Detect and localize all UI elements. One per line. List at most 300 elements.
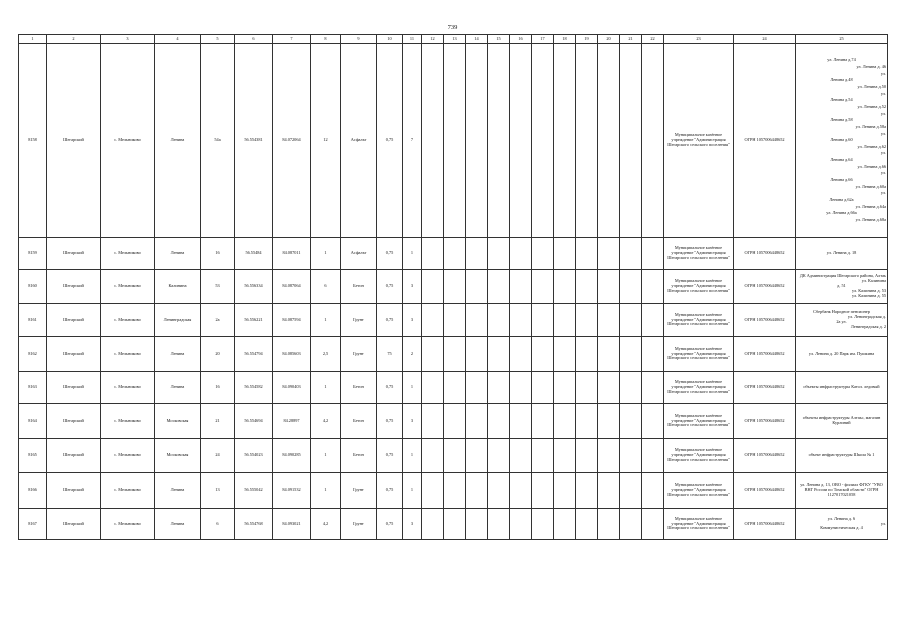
table-cell: 84.093021	[273, 509, 311, 540]
column-header: 11	[403, 35, 422, 44]
table-cell: 56.554582	[235, 372, 273, 404]
table-cell: 84.090403	[273, 372, 311, 404]
table-cell	[422, 372, 444, 404]
table-cell	[466, 509, 488, 540]
address-cell	[796, 509, 888, 540]
table-cell: 53	[201, 270, 235, 304]
table-cell: Шегарский	[47, 372, 101, 404]
table-cell: Шегарский	[47, 404, 101, 439]
table-cell: Бетон	[341, 439, 377, 473]
table-cell: 84.087064	[273, 270, 311, 304]
address-line: Ленинградская д. 2	[850, 323, 886, 329]
table-cell	[554, 238, 576, 270]
address-cell	[796, 372, 888, 404]
table-cell: 0,75	[377, 238, 403, 270]
table-cell	[598, 439, 620, 473]
table-cell: Шегарский	[47, 509, 101, 540]
table-cell: 4,2	[311, 404, 341, 439]
table-cell: Шегарский	[47, 44, 101, 238]
table-cell	[466, 372, 488, 404]
table-cell: 7	[403, 44, 422, 238]
table-cell	[554, 509, 576, 540]
table-cell	[466, 337, 488, 372]
table-cell	[444, 509, 466, 540]
table-cell: Грунт	[341, 473, 377, 509]
address-line: объекты инфраструктуры Катол. ледовый	[803, 384, 880, 390]
column-header: 14	[466, 35, 488, 44]
address-line: ул.	[880, 150, 886, 156]
table-cell: с. Мельниково	[101, 439, 155, 473]
table-cell: 0,75	[377, 372, 403, 404]
table-cell: с. Мельниково	[101, 473, 155, 509]
address-cell	[796, 439, 888, 473]
table-cell	[488, 473, 510, 509]
table-cell	[642, 337, 664, 372]
table-cell: 1	[311, 304, 341, 337]
table-cell: 20	[201, 337, 235, 372]
table-row	[19, 337, 888, 372]
table-cell	[510, 337, 532, 372]
column-header: 9	[341, 35, 377, 44]
table-cell: 4,2	[311, 509, 341, 540]
table-cell: ОГРН 1057006448652	[734, 44, 796, 238]
table-cell	[488, 304, 510, 337]
table-cell	[532, 372, 554, 404]
table-cell: 8166	[19, 473, 47, 509]
table-cell: 8162	[19, 337, 47, 372]
table-row	[19, 439, 888, 473]
table-cell: с. Мельниково	[101, 509, 155, 540]
table-cell	[510, 509, 532, 540]
table-cell: 6	[311, 270, 341, 304]
table-cell	[422, 304, 444, 337]
table-cell	[598, 473, 620, 509]
table-cell: 16	[201, 372, 235, 404]
table-cell: Шегарский	[47, 270, 101, 304]
table-cell	[532, 270, 554, 304]
table-cell: Муниципальное казённое учреждение "Администрация Шегарского сельского поселения"	[664, 337, 734, 372]
table-cell	[532, 304, 554, 337]
table-cell: 0,75	[377, 404, 403, 439]
address-line: ул. Ленина д. 13, ОВО - филиал ФГКУ "УВО ВНГ России по Томской области" ОГРН 1127017021058	[800, 482, 883, 497]
address-line: ул. Калинина д. 53	[852, 287, 886, 293]
address-line: Сбербанк Народное пенсионер	[813, 309, 870, 315]
table-cell	[598, 372, 620, 404]
table-cell: 3	[403, 304, 422, 337]
address-line: ул. Калинина д. 55	[852, 292, 886, 298]
table-cell: Калинина	[155, 270, 201, 304]
table-cell	[642, 439, 664, 473]
table-cell	[444, 439, 466, 473]
column-header: 18	[554, 35, 576, 44]
table-cell: 1	[403, 439, 422, 473]
table-cell	[444, 404, 466, 439]
table-row	[19, 404, 888, 439]
table-cell: 1	[403, 238, 422, 270]
table-cell	[488, 509, 510, 540]
address-line: ул. Ленина д. 46	[856, 63, 886, 69]
table-cell: Шегарский	[47, 337, 101, 372]
table-cell	[444, 238, 466, 270]
address-line: ул. Ленина д. 18	[826, 250, 857, 256]
address-line: ул. Ленина д.50	[857, 83, 886, 89]
table-cell: с. Мельниково	[101, 372, 155, 404]
column-header: 15	[488, 35, 510, 44]
table-cell: 2	[403, 337, 422, 372]
column-header: 7	[273, 35, 311, 44]
column-header: 25	[796, 35, 888, 44]
table-cell	[510, 439, 532, 473]
table-cell: 54а	[201, 44, 235, 238]
address-line: ул. Ленина д.60а	[855, 183, 886, 189]
table-cell: 6	[201, 509, 235, 540]
table-cell	[576, 337, 598, 372]
table-cell: 8163	[19, 372, 47, 404]
table-cell	[422, 238, 444, 270]
table-cell	[642, 473, 664, 509]
table-cell: 3	[403, 270, 422, 304]
table-cell	[642, 304, 664, 337]
table-cell: Бетон	[341, 372, 377, 404]
address-line: Ленина д.58	[830, 117, 853, 123]
column-header: 2	[47, 35, 101, 44]
table-cell: ОГРН 1057006448652	[734, 439, 796, 473]
table-cell	[620, 404, 642, 439]
table-cell	[598, 509, 620, 540]
table-cell	[422, 439, 444, 473]
table-cell	[576, 404, 598, 439]
table-row	[19, 270, 888, 304]
table-cell: 56.554023	[235, 439, 273, 473]
table-cell: с. Мельниково	[101, 270, 155, 304]
table-cell: Московская	[155, 439, 201, 473]
table-cell: 8159	[19, 238, 47, 270]
table-cell: ОГРН 1057006448652	[734, 304, 796, 337]
table-cell	[598, 238, 620, 270]
table-row	[19, 44, 888, 238]
address-line: ул. Ленина д.74	[827, 57, 856, 63]
table-cell: Шегарский	[47, 238, 101, 270]
table-cell: с. Мельниково	[101, 404, 155, 439]
address-line: ул.	[880, 90, 886, 96]
table-cell	[510, 473, 532, 509]
table-cell: Асфальт	[341, 238, 377, 270]
table-cell: 8161	[19, 304, 47, 337]
table-cell	[422, 404, 444, 439]
table-cell	[598, 304, 620, 337]
column-header: 23	[664, 35, 734, 44]
table-cell	[466, 44, 488, 238]
address-line: 2а ул.	[836, 319, 847, 324]
table-row	[19, 238, 888, 270]
address-cell	[796, 238, 888, 270]
table-cell	[488, 238, 510, 270]
address-line: ул. Ленина д.66а	[826, 210, 857, 216]
address-line: ул.	[880, 70, 886, 76]
column-header: 24	[734, 35, 796, 44]
address-line: ул. Ленина д. 6	[827, 515, 856, 521]
address-cell	[796, 337, 888, 372]
table-cell: ОГРН 1057006448652	[734, 404, 796, 439]
table-header-row	[19, 35, 888, 44]
table-cell	[598, 44, 620, 238]
address-line: д. 51	[837, 283, 846, 289]
table-cell: 1	[311, 238, 341, 270]
table-cell: 56.554768	[235, 509, 273, 540]
table-cell	[620, 270, 642, 304]
address-line: ул. Ленина д.62	[857, 143, 886, 149]
table-cell: 8160	[19, 270, 47, 304]
table-cell: 56.555042	[235, 473, 273, 509]
table-cell: 0,75	[377, 44, 403, 238]
table-cell: Муниципальное казённое учреждение "Администрация Шегарского сельского поселения"	[664, 304, 734, 337]
table-cell: Муниципальное казённое учреждение "Администрация Шегарского сельского поселения"	[664, 238, 734, 270]
address-cell	[796, 304, 888, 337]
table-cell: 21	[201, 404, 235, 439]
table-row	[19, 372, 888, 404]
table-cell	[444, 473, 466, 509]
column-header: 19	[576, 35, 598, 44]
table-cell	[642, 44, 664, 238]
table-cell: 84.090285	[273, 439, 311, 473]
column-header: 5	[201, 35, 235, 44]
table-cell	[598, 270, 620, 304]
table-cell: 1	[311, 473, 341, 509]
address-line: Коммунистическая д. 4	[820, 525, 863, 531]
table-cell: 8164	[19, 404, 47, 439]
table-cell	[444, 270, 466, 304]
table-cell	[642, 404, 664, 439]
table-cell: Муниципальное казённое учреждение "Администрация Шегарского сельского поселения"	[664, 372, 734, 404]
table-cell	[554, 404, 576, 439]
table-cell	[598, 337, 620, 372]
table-cell: 1	[311, 372, 341, 404]
address-line: ул. Ленина д.58а	[855, 123, 886, 129]
table-cell	[510, 238, 532, 270]
table-cell: с. Мельниково	[101, 337, 155, 372]
table-cell	[642, 238, 664, 270]
table-cell	[532, 238, 554, 270]
table-cell	[488, 404, 510, 439]
table-cell: 0,75	[377, 439, 403, 473]
table-cell	[576, 439, 598, 473]
table-cell	[620, 337, 642, 372]
table-cell: 12	[311, 44, 341, 238]
table-cell: Грунт	[341, 509, 377, 540]
address-line: ул. Ленина д.68а	[855, 217, 886, 223]
table-cell	[444, 372, 466, 404]
column-header: 21	[620, 35, 642, 44]
table-cell: 2а	[201, 304, 235, 337]
table-cell: Муниципальное казённое учреждение "Администрация Шегарского сельского поселения"	[664, 473, 734, 509]
table-cell: Ленина	[155, 337, 201, 372]
table-cell	[620, 304, 642, 337]
table-cell	[444, 337, 466, 372]
table-cell	[620, 439, 642, 473]
table-cell	[422, 337, 444, 372]
table-cell: 24	[201, 439, 235, 473]
table-cell	[642, 372, 664, 404]
table-cell	[620, 473, 642, 509]
table-cell: 1	[311, 439, 341, 473]
table-cell	[466, 304, 488, 337]
table-cell	[554, 473, 576, 509]
table-cell	[554, 304, 576, 337]
address-line: ул.	[880, 170, 886, 176]
table-cell: Муниципальное казённое учреждение "Администрация Шегарского сельского поселения"	[664, 509, 734, 540]
address-line: ул.	[880, 130, 886, 136]
address-line: ул. Ленина д. 20 Парк им. Пушкина	[808, 350, 875, 356]
table-cell	[466, 238, 488, 270]
table-cell	[642, 509, 664, 540]
table-cell	[532, 404, 554, 439]
address-line: Ленина д.64	[830, 157, 853, 163]
table-cell	[532, 44, 554, 238]
column-header: 8	[311, 35, 341, 44]
table-cell: ОГРН 1057006448652	[734, 270, 796, 304]
table-cell	[510, 404, 532, 439]
address-line: Ленина д.66	[830, 177, 853, 183]
table-cell: 56.556221	[235, 304, 273, 337]
table-cell	[488, 44, 510, 238]
address-line: Ленина д.48	[830, 77, 853, 83]
table-cell	[466, 473, 488, 509]
table-cell: 84.28897	[273, 404, 311, 439]
table-cell	[576, 372, 598, 404]
table-cell: 8165	[19, 439, 47, 473]
table-cell	[576, 304, 598, 337]
column-header: 16	[510, 35, 532, 44]
address-line: ул.	[880, 110, 886, 116]
table-cell: Муниципальное казённое учреждение "Администрация Шегарского сельского поселения"	[664, 44, 734, 238]
table-cell: ОГРН 1057006448652	[734, 509, 796, 540]
table-cell	[532, 473, 554, 509]
table-cell	[466, 270, 488, 304]
table-cell	[554, 372, 576, 404]
table-cell: 1	[403, 473, 422, 509]
address-cell	[796, 473, 888, 509]
table-cell	[620, 238, 642, 270]
table-cell: Ленина	[155, 372, 201, 404]
table-cell: Асфальт	[341, 44, 377, 238]
address-line: Ленина д.60	[830, 137, 853, 143]
table-cell: Ленинградская	[155, 304, 201, 337]
table-cell	[642, 270, 664, 304]
table-cell: 84.091532	[273, 473, 311, 509]
table-cell: 56.554694	[235, 404, 273, 439]
table-cell: 56.554794	[235, 337, 273, 372]
table-cell: с. Мельниково	[101, 304, 155, 337]
table-cell	[554, 439, 576, 473]
table-cell: Шегарский	[47, 473, 101, 509]
table-cell	[532, 337, 554, 372]
address-cell	[796, 404, 888, 439]
table-cell	[444, 304, 466, 337]
table-cell	[620, 509, 642, 540]
table-cell: 75	[377, 337, 403, 372]
table-cell: Ленина	[155, 509, 201, 540]
table-cell	[554, 270, 576, 304]
table-cell: Муниципальное казённое учреждение "Администрация Шегарского сельского поселения"	[664, 404, 734, 439]
table-cell	[510, 304, 532, 337]
register-table	[18, 34, 888, 540]
table-cell: Московская	[155, 404, 201, 439]
table-row	[19, 473, 888, 509]
table-cell: 3	[403, 509, 422, 540]
table-cell	[488, 372, 510, 404]
table-cell: Муниципальное казённое учреждение "Администрация Шегарского сельского поселения"	[664, 270, 734, 304]
address-line: объект инфраструктуры Школа № 1	[808, 452, 875, 458]
table-cell: 8167	[19, 509, 47, 540]
table-cell: Ленина	[155, 44, 201, 238]
address-line: ДК Администрация Шегарского района, Алтаь ул. Калинина	[799, 273, 886, 284]
column-header: 20	[598, 35, 620, 44]
column-header: 6	[235, 35, 273, 44]
table-cell	[576, 473, 598, 509]
table-cell: 8158	[19, 44, 47, 238]
table-cell: 0,75	[377, 473, 403, 509]
table-cell	[532, 509, 554, 540]
table-cell: Бетон	[341, 270, 377, 304]
table-cell: 56.55484	[235, 238, 273, 270]
table-cell	[488, 270, 510, 304]
address-line: Ленина д.54	[830, 97, 853, 103]
table-cell	[510, 44, 532, 238]
table-cell: ОГРН 1057006448652	[734, 238, 796, 270]
page-number: 739	[447, 24, 458, 31]
address-cell	[796, 44, 888, 238]
table-cell	[444, 44, 466, 238]
address-line: Ленина д.62а	[829, 197, 854, 203]
table-cell	[620, 44, 642, 238]
table-cell	[554, 44, 576, 238]
address-line: ул. Ленина д.64а	[855, 203, 886, 209]
address-line: ул.	[880, 190, 886, 196]
table-cell: Шегарский	[47, 304, 101, 337]
column-header: 1	[19, 35, 47, 44]
table-cell: 16	[201, 238, 235, 270]
column-header: 17	[532, 35, 554, 44]
table-cell	[510, 372, 532, 404]
table-cell: 0,75	[377, 509, 403, 540]
table-cell: Шегарский	[47, 439, 101, 473]
table-cell	[466, 404, 488, 439]
table-cell	[532, 439, 554, 473]
table-cell: Ленина	[155, 473, 201, 509]
table-cell: Бетон	[341, 404, 377, 439]
table-cell	[488, 337, 510, 372]
address-line: ул. Ленина д.52	[857, 103, 886, 109]
table-cell	[620, 372, 642, 404]
table-cell: 0,75	[377, 270, 403, 304]
table-row	[19, 304, 888, 337]
table-cell	[422, 270, 444, 304]
table-cell: ОГРН 1057006448652	[734, 372, 796, 404]
column-header: 13	[444, 35, 466, 44]
table-cell: 0,75	[377, 304, 403, 337]
table-cell	[554, 337, 576, 372]
address-line: ул. Ленина д.66	[857, 163, 886, 169]
table-cell: 3	[403, 404, 422, 439]
table-cell: 84.087011	[273, 238, 311, 270]
table-cell: ОГРН 1057006448652	[734, 473, 796, 509]
table-cell	[576, 270, 598, 304]
table-cell: с. Мельниково	[101, 238, 155, 270]
table-cell	[576, 509, 598, 540]
table-cell: 2,5	[311, 337, 341, 372]
table-cell	[488, 439, 510, 473]
table-cell: 56.556334	[235, 270, 273, 304]
